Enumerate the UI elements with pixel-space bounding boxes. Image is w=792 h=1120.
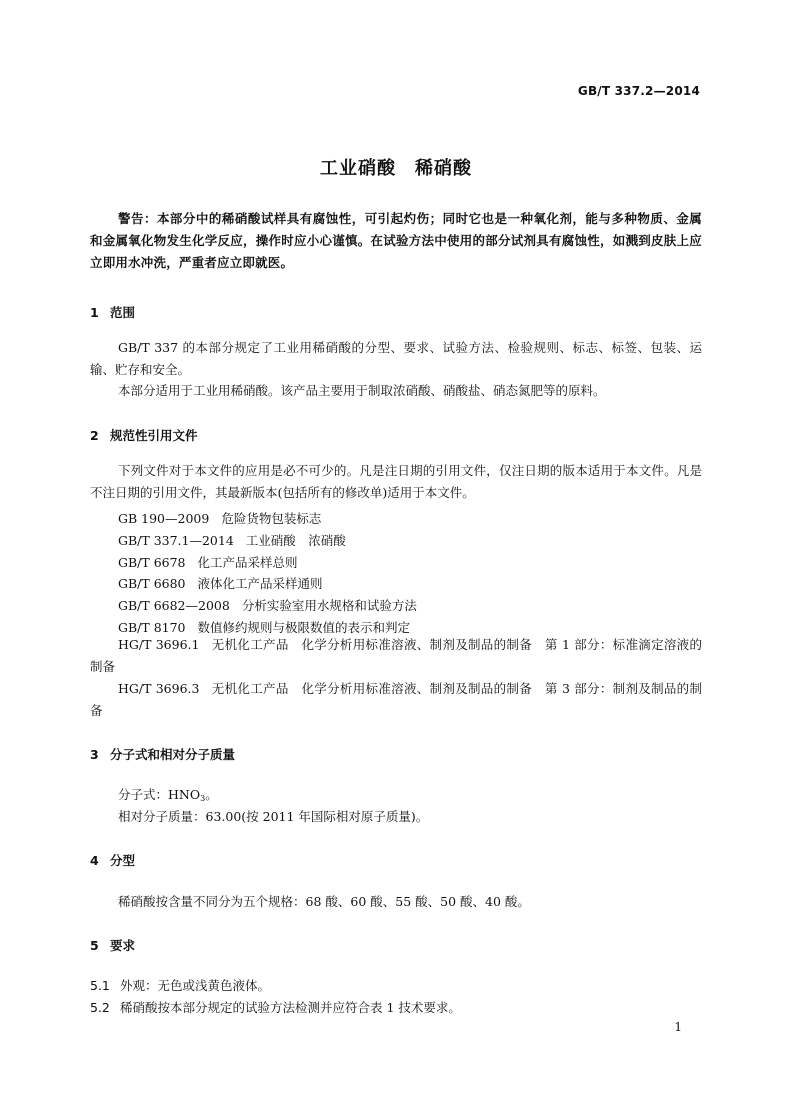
reference-item	[118, 596, 417, 614]
page-number: 1	[674, 1020, 682, 1034]
reference-item	[118, 553, 298, 571]
section-number: 4	[90, 853, 99, 868]
section-title: 分子式和相对分子质量	[110, 747, 236, 762]
section-heading-normative-references	[90, 426, 198, 444]
clause-text: 外观：无色或浅黄色液体。	[120, 978, 271, 993]
molecular-mass: 相对分子质量：63.00(按 2011 年国际相对原子质量)。	[118, 809, 429, 824]
reference-code: GB 190—2009	[118, 511, 210, 526]
reference-title: 工业硝酸 浓硝酸	[245, 533, 346, 548]
reference-title: 分析实验室用水规格和试验方法	[241, 598, 417, 613]
clause-number: 5.2	[90, 1000, 110, 1015]
section-title: 分型	[110, 853, 136, 868]
molecular-formula	[118, 785, 218, 803]
section-heading-requirements	[90, 936, 135, 954]
reference-item	[118, 531, 346, 549]
references-intro: 下列文件对于本文件的应用是必不可少的。凡是注日期的引用文件，仅注日期的版本适用于本文件。凡是不注日期的引用文件，其最新版本(包括所有的修改单)适用于本文件。	[90, 463, 702, 500]
reference-code: GB/T 6680	[118, 576, 186, 591]
reference-title: 化工产品采样总则	[197, 555, 298, 570]
reference-title: 危险货物包装标志	[221, 511, 322, 526]
clause-5-2	[90, 998, 461, 1016]
reference-item	[90, 634, 702, 678]
classification-text: 稀硝酸按含量不同分为五个规格：68 酸、60 酸、55 酸、50 酸、40 酸。	[118, 894, 530, 909]
reference-item	[90, 678, 702, 722]
reference-item	[118, 574, 323, 592]
formula-subscript: 3	[200, 794, 206, 803]
formula-end: 。	[205, 787, 218, 802]
formula-label: 分子式：	[118, 787, 169, 802]
section-title: 范围	[110, 305, 136, 320]
section-number: 5	[90, 938, 99, 953]
clause-number: 5.1	[90, 978, 110, 993]
scope-paragraph-2: 本部分适用于工业用稀硝酸。该产品主要用于制取浓硝酸、硝酸盐、硝态氮肥等的原料。	[118, 383, 606, 398]
section-title: 要求	[110, 938, 136, 953]
reference-title: 数值修约规则与极限数值的表示和判定	[197, 620, 411, 635]
reference-code: GB/T 6678	[118, 555, 186, 570]
reference-code: GB/T 6682—2008	[118, 598, 230, 613]
clause-text: 稀硝酸按本部分规定的试验方法检测并应符合表 1 技术要求。	[120, 1000, 461, 1015]
reference-code: HG/T 3696.3	[118, 681, 200, 696]
formula-text: HNO	[168, 787, 201, 802]
reference-code: GB/T 8170	[118, 620, 186, 635]
reference-code: GB/T 337.1—2014	[118, 533, 234, 548]
section-number: 1	[90, 305, 99, 320]
reference-title: 无机化工产品 化学分析用标准溶液、制剂及制品的制备 第 3 部分：制剂及制品的制备	[90, 681, 702, 718]
scope-paragraph-1: GB/T 337 的本部分规定了工业用稀硝酸的分型、要求、试验方法、检验规则、标志、标签、包装、运输、贮存和安全。	[90, 340, 702, 377]
reference-item	[118, 509, 321, 527]
section-number: 3	[90, 747, 99, 762]
section-heading-formula	[90, 745, 235, 763]
reference-title: 无机化工产品 化学分析用标准溶液、制剂及制品的制备 第 1 部分：标准滴定溶液的制备	[90, 637, 702, 674]
section-heading-scope	[90, 303, 135, 321]
reference-code: HG/T 3696.1	[118, 637, 200, 652]
warning-paragraph: 警告：本部分中的稀硝酸试样具有腐蚀性，可引起灼伤；同时它也是一种氧化剂，能与多种物质、金属和金属氧化物发生化学反应，操作时应小心谨慎。在试验方法中使用的部分试剂具有腐蚀性，如溅到皮肤上应立即用水冲洗，严重者应立即就医。	[90, 211, 702, 270]
section-heading-classification	[90, 851, 135, 869]
section-title: 规范性引用文件	[110, 428, 198, 443]
standard-code: GB/T 337.2—2014	[577, 84, 700, 98]
reference-title: 液体化工产品采样通则	[197, 576, 323, 591]
clause-5-1	[90, 976, 270, 994]
document-title: 工业硝酸 稀硝酸	[320, 158, 472, 179]
section-number: 2	[90, 428, 99, 443]
